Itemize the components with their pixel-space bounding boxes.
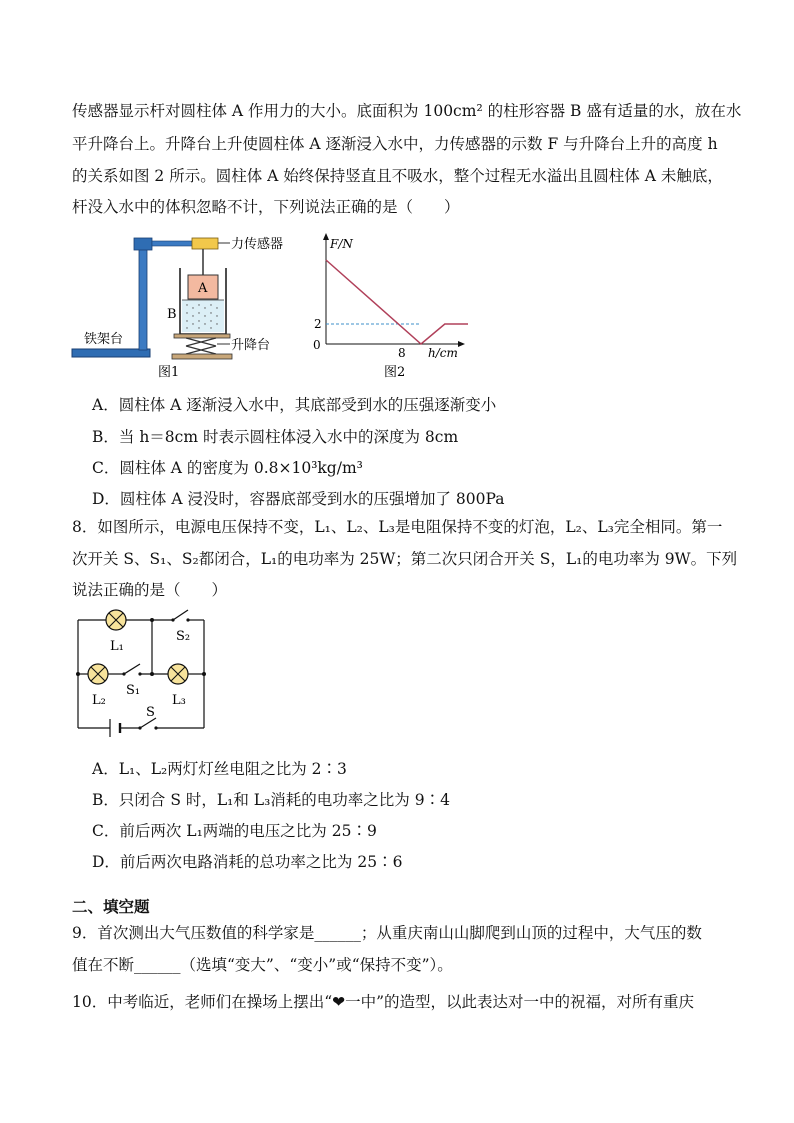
problem8-line-1: 8．如图所示，电源电压保持不变，L₁、L₂、L₃是电阻保持不变的灯泡，L₂、L₃完全相同。第一 [72,518,723,536]
problem8-option-d: D．前后两次电路消耗的总功率之比为 25∶6 [92,853,403,871]
lift-base [172,354,232,359]
label-s1: S₁ [126,683,141,698]
lift-scissor [186,338,216,354]
y-axis-label: F/N [330,237,353,251]
force-sensor [192,238,218,249]
horizontal-arm [152,241,192,246]
question9-line-2: 值在不断______（选填“变大”、“变小”或“保持不变”）。 [72,956,453,974]
label-l1: L₁ [110,639,124,654]
x-axis-label: h/cm [428,346,458,360]
fig1-caption: 图1 [158,365,180,380]
problem8-option-c: C．前后两次 L₁两端的电压之比为 25∶9 [92,822,377,840]
problem8-line-2: 次开关 S、S₁、S₂都闭合，L₁的电功率为 25W；第二次只闭合开关 S，L₁的电功率为 9W。下列 [72,550,738,568]
problem7-line-4: 杆没入水中的体积忽略不计，下列说法正确的是（ ） [72,198,460,216]
problem7-option-a: A．圆柱体 A 逐渐浸入水中，其底部受到水的压强逐渐变小 [92,396,497,414]
figure-1-apparatus [70,228,300,383]
label-b: B [167,307,177,322]
problem7-line-3: 的关系如图 2 所示。圆柱体 A 始终保持竖直且不吸水，整个过程无水溢出且圆柱体 A 未触底， [72,167,723,185]
origin-label: 0 [313,338,321,352]
series-line [326,260,468,344]
label-a: A [198,281,208,296]
problem8-option-b: B．只闭合 S 时，L₁和 L₃消耗的电功率之比为 9∶4 [92,791,450,809]
figure-2-graph [308,228,468,383]
problem7-option-c: C．圆柱体 A 的密度为 0.8×10³kg/m³ [92,459,363,477]
problem7-line-2: 平升降台上。升降台上升使圆柱体 A 逐渐浸入水中，力传感器的示数 F 与升降台上升的高度 h [72,135,718,153]
label-iron-stand: 铁架台 [84,332,124,347]
circuit-diagram [70,606,220,746]
lift-top [174,334,230,338]
problem8-line-3: 说法正确的是（ ） [72,581,228,599]
stand-base [72,349,150,357]
problem8-option-a: A．L₁、L₂两灯灯丝电阻之比为 2∶3 [92,760,347,778]
stand-rod [139,240,147,350]
lamp-l1 [106,610,126,630]
section-heading: 二、填空题 [72,898,150,916]
label-l2: L₂ [92,693,106,708]
lamp-l2 [88,664,108,684]
question10-line-1: 10．中考临近，老师们在操场上摆出“❤一中”的造型，以此表达对一中的祝福，对所有重庆 [72,993,695,1011]
y-tick-label: 2 [314,317,322,331]
label-s: S [146,705,155,720]
label-s2: S₂ [176,629,191,644]
problem7-option-d: D．圆柱体 A 浸没时，容器底部受到水的压强增加了 800Pa [92,490,505,508]
problem7-line-1: 传感器显示杆对圆柱体 A 作用力的大小。底面积为 100cm² 的柱形容器 B 盛有适量的水，放在水 [72,102,742,120]
question9-line-1: 9．首次测出大气压数值的科学家是______；从重庆南山山脚爬到山顶的过程中，大气压的数 [72,924,702,942]
x-tick-label: 8 [398,346,406,360]
label-l3: L₃ [172,693,186,708]
lamp-l3 [168,664,188,684]
label-lift: 升降台 [231,338,271,353]
stand-clamp [134,238,152,250]
label-force-sensor: 力传感器 [231,237,284,252]
fig2-caption: 图2 [384,365,406,380]
problem7-option-b: B．当 h＝8cm 时表示圆柱体浸入水中的深度为 8cm [92,428,459,446]
